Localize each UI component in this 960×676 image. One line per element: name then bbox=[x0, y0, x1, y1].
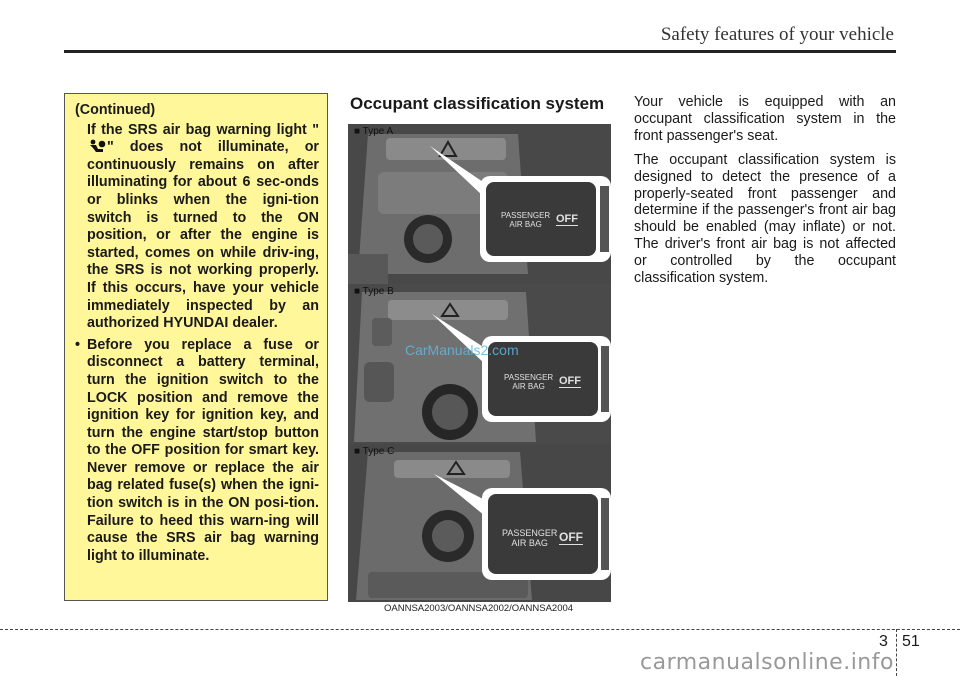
type-b-console-illustration bbox=[348, 284, 611, 444]
type-c-label: ■ Type C bbox=[354, 446, 395, 457]
passenger-airbag-off-figure bbox=[348, 124, 611, 602]
header-section-title: Safety features of your vehicle bbox=[660, 24, 894, 45]
type-b-button-text bbox=[504, 373, 553, 391]
type-a-button-line1: PASSENGER bbox=[501, 211, 551, 220]
page-number: 51 bbox=[902, 633, 920, 650]
body-paragraph-2: The occupant classification system is designed to detect the presence of a properly-seated front passenger and determine if the passenger's front air bag should be enabled (may inflate) or not. The driver's front air bag is not affected or controlled by the occupant classification system. bbox=[634, 151, 896, 287]
airbag-warning-icon bbox=[87, 139, 107, 153]
type-c-button-text bbox=[502, 528, 557, 548]
type-a-button-line2: AIR BAG bbox=[509, 220, 542, 229]
header-rule bbox=[64, 50, 896, 53]
type-c-button-line2: AIR BAG bbox=[511, 538, 548, 548]
note-heading: (Continued) bbox=[75, 102, 156, 118]
note-bullet-fuse bbox=[75, 337, 319, 566]
type-b-panel bbox=[348, 284, 611, 445]
type-c-panel bbox=[348, 444, 611, 602]
type-a-button-text bbox=[501, 211, 550, 229]
type-c-off-indicator: OFF bbox=[559, 530, 583, 544]
type-b-button-line1: PASSENGER bbox=[504, 373, 554, 382]
note-paragraph bbox=[75, 122, 319, 333]
type-b-button-line2: AIR BAG bbox=[512, 382, 545, 391]
type-b-label: ■ Type B bbox=[354, 286, 394, 297]
footer-site-watermark: carmanualsonline.info bbox=[640, 650, 894, 675]
note-bullet-text: Before you replace a fuse or disconnect a battery terminal, turn the ignition switch to the LOCK position and remove the ignition key for ignition key, and turn the engine start/stop button to the OFF position for smart key. Never remove or replace the air bag related fuse(s) when the igni-tion switch is in the ON posi-tion. Failure to heed this warn-ing will cause the SRS air bag warning light to illuminate. bbox=[87, 336, 319, 564]
type-b-off-indicator: OFF bbox=[559, 375, 581, 387]
footer-rule bbox=[0, 629, 960, 630]
chapter-number: 3 bbox=[879, 633, 888, 650]
occupant-system-description bbox=[634, 94, 896, 294]
body-paragraph-1: Your vehicle is equipped with an occupant classification system in the front passenger's seat. bbox=[634, 94, 896, 144]
figure-caption: OANNSA2003/OANNSA2002/OANNSA2004 bbox=[384, 603, 574, 614]
type-a-label: ■ Type A bbox=[354, 126, 394, 137]
type-c-console-illustration bbox=[348, 444, 611, 602]
section-title: Occupant classification system bbox=[350, 94, 605, 113]
footer-divider bbox=[896, 629, 897, 676]
note-paragraph-start: If the SRS air bag warning light " bbox=[87, 121, 319, 138]
bullet-marker: • bbox=[75, 336, 81, 353]
type-a-console-illustration bbox=[348, 124, 611, 284]
type-a-panel bbox=[348, 124, 611, 285]
type-c-button-line1: PASSENGER bbox=[502, 528, 558, 538]
watermark-text: CarManuals2.com bbox=[405, 342, 519, 358]
note-paragraph-end: " does not illuminate, or continuously remains on after illuminating for about 6 sec-onds or blinks when the igni-tion switch is turned to the ON position, or after the engine is started, comes on while driv-ing, the SRS is not working properly. If this occurs, have your vehicle immediately inspected by an authorized HYUNDAI dealer. bbox=[87, 139, 319, 332]
continued-note-box bbox=[64, 93, 328, 601]
type-a-off-indicator: OFF bbox=[556, 213, 578, 225]
